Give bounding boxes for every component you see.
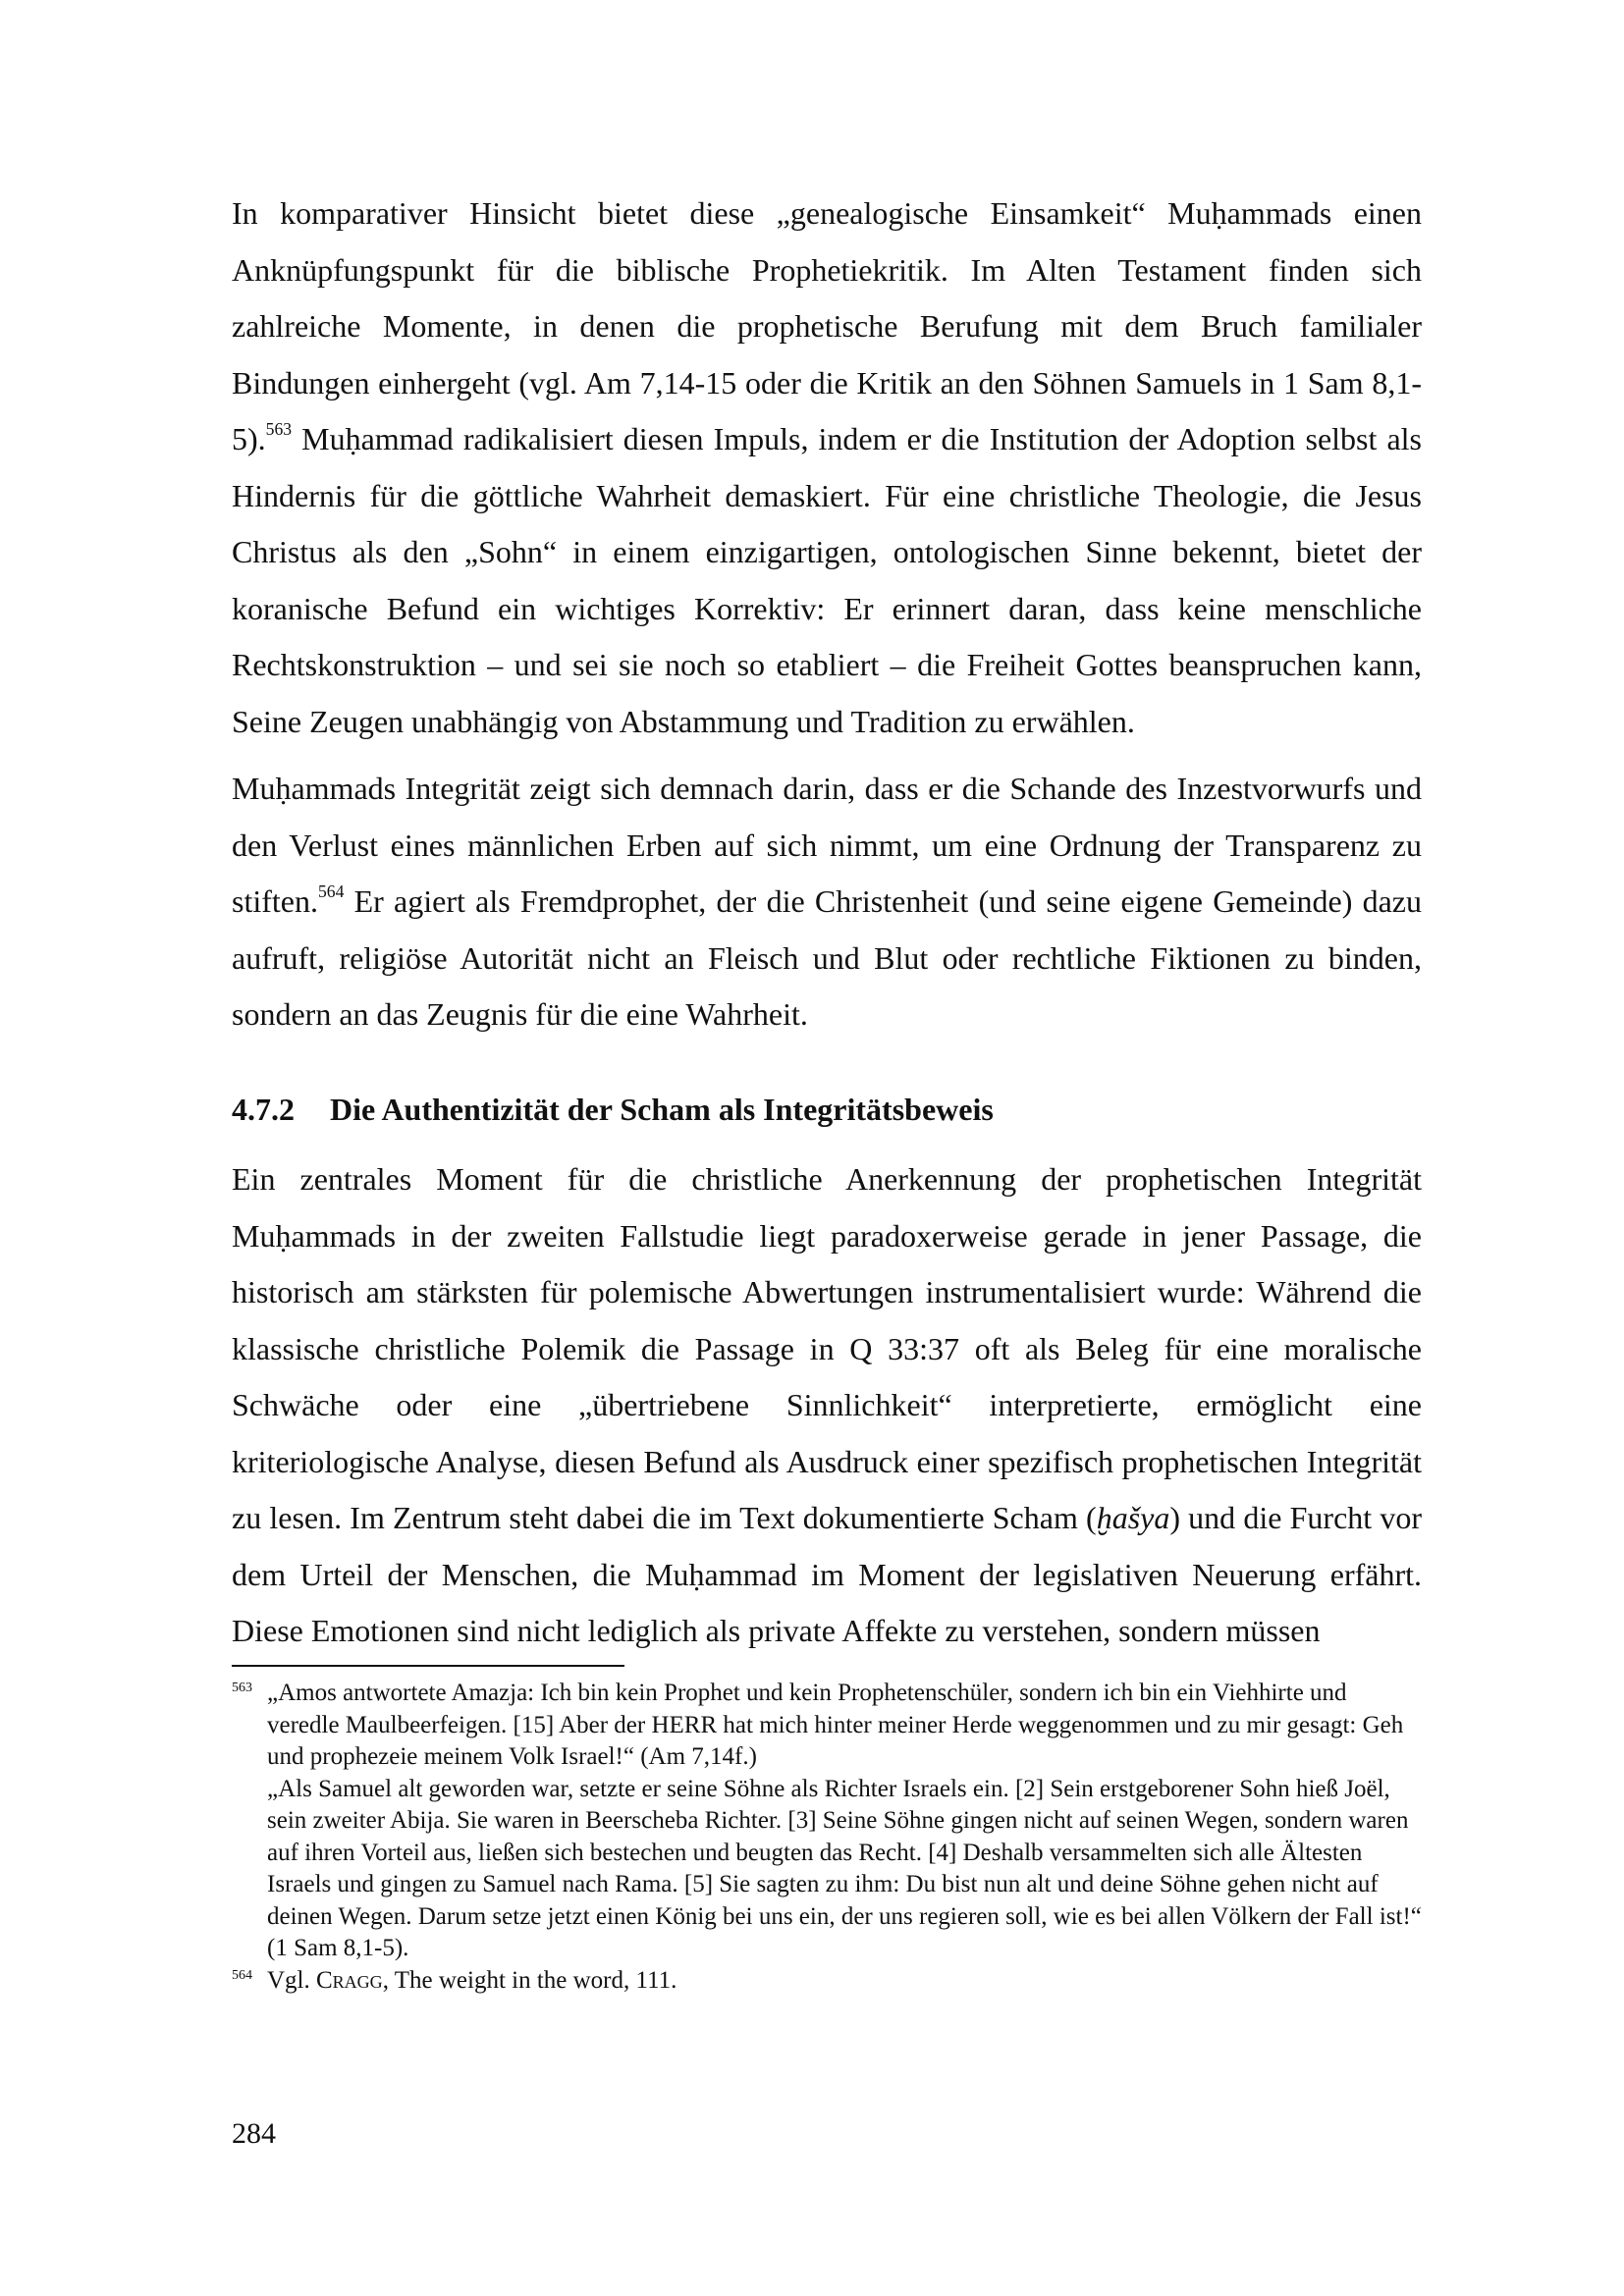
arabic-term: ḫašya [1096,1500,1170,1535]
footnote-separator [232,1665,624,1667]
paragraph-text: Ein zentrales Moment für die christliche Anerkennung der prophetischen Integrität Muḥammads in der zweiten Fallstudie liegt paradoxerweise gerade in jener Passage, die historisch am stärksten für polemische Abwertungen instrumentalisiert wurde: Während die klassische christliche Polemik die Passage in Q 33:37 oft als Beleg für eine moralische Schwäche oder eine „übertriebene Sinnlichkeit“ interpretierte, ermöglicht eine kriteriologische Analyse, diesen Befund als Ausdruck einer spezifisch prophetischen Integrität zu lesen. Im Zentrum steht dabei die im Text dokumentierte Scham ( [232,1161,1422,1535]
author-name: Cragg [316,1966,383,1994]
footnote-text: „Als Samuel alt geworden war, setzte er seine Söhne als Richter Israels ein. [2] Sein erstgeborener Sohn hieß Joël, sein zweiter Abija. Sie waren in Beerscheba Richter. [3] Seine Söhne gingen nicht auf seinen Wegen, sondern waren auf ihren Vorteil aus, ließen sich bestechen und beugten das Recht. [4] Deshalb versammelten sich alle Ältesten Israels und gingen zu Samuel nach Rama. [5] Sie sagten zu ihm: Du bist nun alt und deine Söhne gehen nicht auf deinen Wegen. Darum setze jetzt einen König bei uns ein, der uns regieren soll, wie es bei allen Völkern der Fall ist!“ (1 Sam 8,1-5). [267,1775,1422,1961]
footnote-prefix: Vgl. [267,1966,316,1994]
footnote-number: 564 [232,1967,252,1983]
section-number: 4.7.2 [232,1092,295,1127]
footnote-body [267,1965,1422,1998]
page-number: 284 [232,2117,276,2150]
paragraph-text: Muḥammads Integrität zeigt sich demnach darin, dass er die Schande des Inzestvorwurfs und den Verlust eines männlichen Erben auf sich nimmt, um eine Ordnung der Transparenz zu stiften. [232,771,1422,919]
section-title: Die Authentizität der Scham als Integritätsbeweis [330,1092,994,1127]
footnote-source: , The weight in the word, 111. [382,1966,677,1994]
paragraph-text: In komparativer Hinsicht bietet diese „genealogische Einsamkeit“ Muḥammads einen Anknüpfungspunkt für die biblische Prophetiekritik. Im Alten Testament finden sich zahlreiche Momente, in denen die prophetische Berufung mit dem Bruch familialer Bindungen einhergeht (vgl. Am 7,14-15 oder die Kritik an den Söhnen Samuels in 1 Sam 8,1-5). [232,195,1422,456]
footnote-reference[interactable]: 564 [317,881,345,902]
footnote-text: „Amos antwortete Amazja: Ich bin kein Prophet und kein Prophetenschüler, sondern ich bin ein Viehhirte und veredle Maulbeerfeigen. [15] Aber der HERR hat mich hinter meiner Herde weggenommen und zu mir gesagt: Geh und prophezeie meinem Volk Israel!“ (Am 7,14f.) [267,1680,1404,1770]
paragraph-text: Muḥammad radikalisiert diesen Impuls, indem er die Institution der Adoption selbst als Hindernis für die göttliche Wahrheit demaskiert. Für eine christliche Theologie, die Jesus Christus als den „Sohn“ in einem einzigartigen, ontologischen Sinne bekennt, bietet der koranische Befund ein wichtiges Korrektiv: Er erinnert daran, dass keine menschliche Rechtskonstruktion – und sei sie noch so etabliert – die Freiheit Gottes beanspruchen kann, Seine Zeugen unabhängig von Abstammung und Tradition zu erwählen. [232,421,1422,739]
footnote-body [267,1678,1422,1965]
paragraph-text: ) und die Furcht vor dem Urteil der Menschen, die Muḥammad im Moment der legislativen Neuerung erfährt. Diese Emotionen sind nicht lediglich als private Affekte zu verstehen, sondern müssen [232,1500,1423,1648]
footnote [232,1678,1422,1965]
footnote-text [267,1965,1422,1998]
footnote [232,1965,1422,1998]
body-paragraph [232,761,1422,1043]
footnotes [232,1678,1422,1997]
body-paragraph [232,1151,1422,1660]
section-heading [232,1082,994,1139]
footnote-number: 563 [232,1681,252,1695]
body-paragraph [232,186,1422,750]
paragraph-text: Er agiert als Fremdprophet, der die Christenheit (und seine eigene Gemeinde) dazu aufruft, religiöse Autorität nicht an Fleisch und Blut oder rechtliche Fiktionen zu binden, sondern an das Zeugnis für die eine Wahrheit. [232,883,1422,1032]
footnote-reference[interactable]: 563 [265,419,293,440]
